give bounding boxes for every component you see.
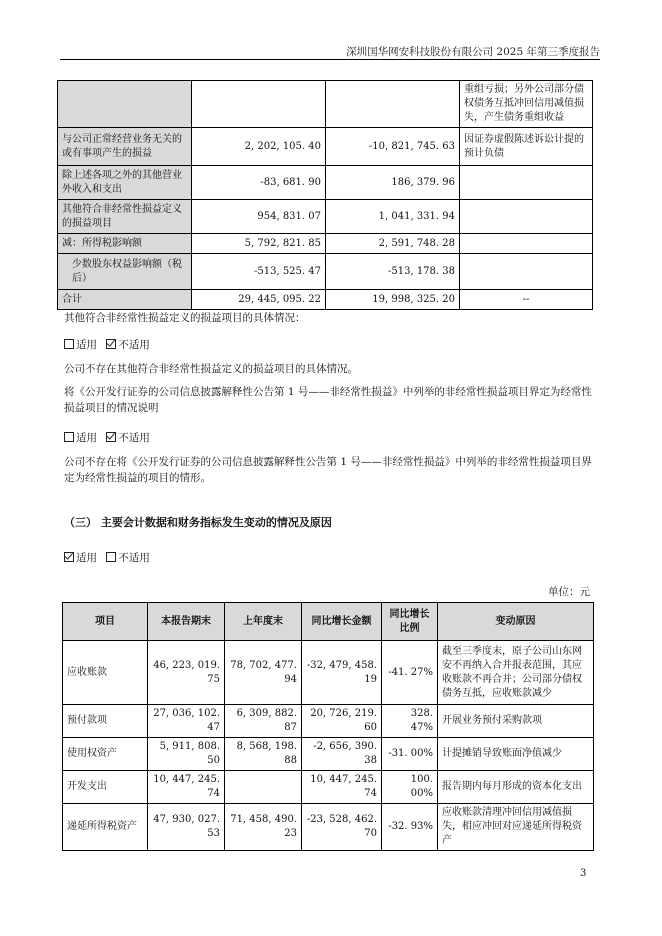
unchecked-box-icon	[64, 432, 74, 442]
change-percent: 328. 47%	[382, 705, 438, 738]
table-header-row	[63, 603, 594, 641]
change-percent: -31. 00%	[382, 738, 438, 771]
item-name: 使用权资产	[63, 738, 148, 771]
table-row	[63, 641, 594, 705]
paragraph: 公司不存在其他符合非经常性损益定义的损益项目的具体情况。	[64, 363, 358, 375]
checked-box-icon	[64, 552, 74, 562]
unchecked-box-icon	[64, 339, 74, 349]
unchecked-box-icon	[106, 552, 116, 562]
table-row	[58, 128, 593, 166]
applicability-checkboxes: 适用 不适用	[64, 337, 150, 352]
table-row	[58, 200, 593, 234]
paragraph: 其他符合非经常性损益定义的损益项目的具体情况：	[64, 312, 306, 324]
ytd-value: 2, 591, 748. 28	[326, 234, 460, 254]
page-number: 3	[580, 868, 587, 879]
change-reason: 报告期内每月形成的资本化支出	[438, 771, 594, 804]
column-header: 变动原因	[438, 603, 594, 641]
change-amount: -2, 656, 390. 38	[302, 738, 382, 771]
change-percent: 100. 00%	[382, 771, 438, 804]
note	[460, 234, 593, 254]
ytd-value: 186, 379. 96	[326, 166, 460, 200]
table-row	[63, 771, 594, 804]
item-name: 预付款项	[63, 705, 148, 738]
paragraph: 公司不存在将《公开发行证券的公司信息披露解释性公告第 1 号——非经常性损益》中列举的非经常性损益项目界定为经常性损益的项目的情形。	[64, 456, 592, 484]
page-header: 深圳国华网安科技股份有限公司 2025 年第三季度报告	[346, 46, 600, 58]
item-name: 应收账款	[63, 641, 148, 705]
column-header: 项目	[63, 603, 148, 641]
table-row	[58, 254, 593, 290]
table-row	[58, 81, 593, 128]
table-row	[63, 705, 594, 738]
current-period-value: 954, 831. 07	[192, 200, 326, 234]
current-period-value	[192, 81, 326, 128]
prior-year-end-value: 78, 702, 477. 94	[225, 641, 302, 705]
applicability-checkboxes: 适用 不适用	[64, 430, 150, 445]
changes-table	[62, 602, 594, 851]
unit-label: 单位：元	[548, 586, 590, 598]
row-label: 减：所得税影响额	[58, 234, 192, 254]
change-reason: 截至三季度末，原子公司山东网安不再纳入合并报表范围，其应收账款不再合并；公司部分债权债务互抵，应收账款减少	[438, 641, 594, 705]
prior-year-end-value: 71, 458, 490. 23	[225, 804, 302, 851]
note: 重组亏损；另外公司部分债权债务互抵冲回信用减值损失，产生债务重组收益	[460, 81, 593, 128]
item-name: 开发支出	[63, 771, 148, 804]
note	[460, 254, 593, 290]
item-name: 递延所得税资产	[63, 804, 148, 851]
change-amount: -23, 528, 462. 70	[302, 804, 382, 851]
header-rule	[60, 59, 600, 60]
period-end-value: 10, 447, 245. 74	[148, 771, 225, 804]
row-label	[58, 81, 192, 128]
prior-year-end-value: 6, 309, 882. 87	[225, 705, 302, 738]
current-period-value: -513, 525. 47	[192, 254, 326, 290]
prior-year-end-value: 8, 568, 198. 88	[225, 738, 302, 771]
current-period-value: 5, 792, 821. 85	[192, 234, 326, 254]
ytd-value: 1, 041, 331. 94	[326, 200, 460, 234]
checked-box-icon	[106, 339, 116, 349]
table-row	[63, 804, 594, 851]
period-end-value: 5, 911, 808. 50	[148, 738, 225, 771]
nonrecurring-table	[57, 80, 593, 310]
ytd-value: 19, 998, 325. 20	[326, 290, 460, 310]
applicability-checkboxes: 适用 不适用	[64, 550, 150, 565]
period-end-value: 46, 223, 019. 75	[148, 641, 225, 705]
note: 因证券虚假陈述诉讼计提的预计负债	[460, 128, 593, 166]
section-title: （三） 主要会计数据和财务指标发生变动的情况及原因	[64, 516, 332, 529]
column-header: 上年度末	[225, 603, 302, 641]
ytd-value: -10, 821, 745. 63	[326, 128, 460, 166]
change-amount: -32, 479, 458. 19	[302, 641, 382, 705]
table-row	[63, 738, 594, 771]
change-amount: 10, 447, 245. 74	[302, 771, 382, 804]
change-percent: -41. 27%	[382, 641, 438, 705]
table-row	[58, 234, 593, 254]
current-period-value: 29, 445, 095. 22	[192, 290, 326, 310]
row-label: 合计	[58, 290, 192, 310]
change-reason: 应收账款清理冲回信用减值损失，相应冲回对应递延所得税资产	[438, 804, 594, 851]
table-row	[58, 166, 593, 200]
row-label: 除上述各项之外的其他营业外收入和支出	[58, 166, 192, 200]
current-period-value: 2, 202, 105. 40	[192, 128, 326, 166]
note	[460, 200, 593, 234]
column-header: 本报告期末	[148, 603, 225, 641]
checked-box-icon	[106, 432, 116, 442]
change-reason: 计提摊销导致账面净值减少	[438, 738, 594, 771]
row-label: 少数股东权益影响额（税后）	[58, 254, 192, 290]
change-percent: -32. 93%	[382, 804, 438, 851]
table-row	[58, 290, 593, 310]
column-header: 同比增长金额	[302, 603, 382, 641]
change-amount: 20, 726, 219. 60	[302, 705, 382, 738]
ytd-value	[326, 81, 460, 128]
paragraph: 将《公开发行证券的公司信息披露解释性公告第 1 号——非经常性损益》中列举的非经常性损益项目界定为经常性损益项目的情况说明	[64, 386, 592, 414]
column-header: 同比增长比例	[382, 603, 438, 641]
current-period-value: -83, 681. 90	[192, 166, 326, 200]
period-end-value: 47, 930, 027. 53	[148, 804, 225, 851]
row-label: 其他符合非经常性损益定义的损益项目	[58, 200, 192, 234]
ytd-value: -513, 178. 38	[326, 254, 460, 290]
note	[460, 166, 593, 200]
prior-year-end-value	[225, 771, 302, 804]
row-label: 与公司正常经营业务无关的或有事项产生的损益	[58, 128, 192, 166]
note: --	[460, 290, 593, 310]
period-end-value: 27, 036, 102. 47	[148, 705, 225, 738]
change-reason: 开展业务预付采购款项	[438, 705, 594, 738]
